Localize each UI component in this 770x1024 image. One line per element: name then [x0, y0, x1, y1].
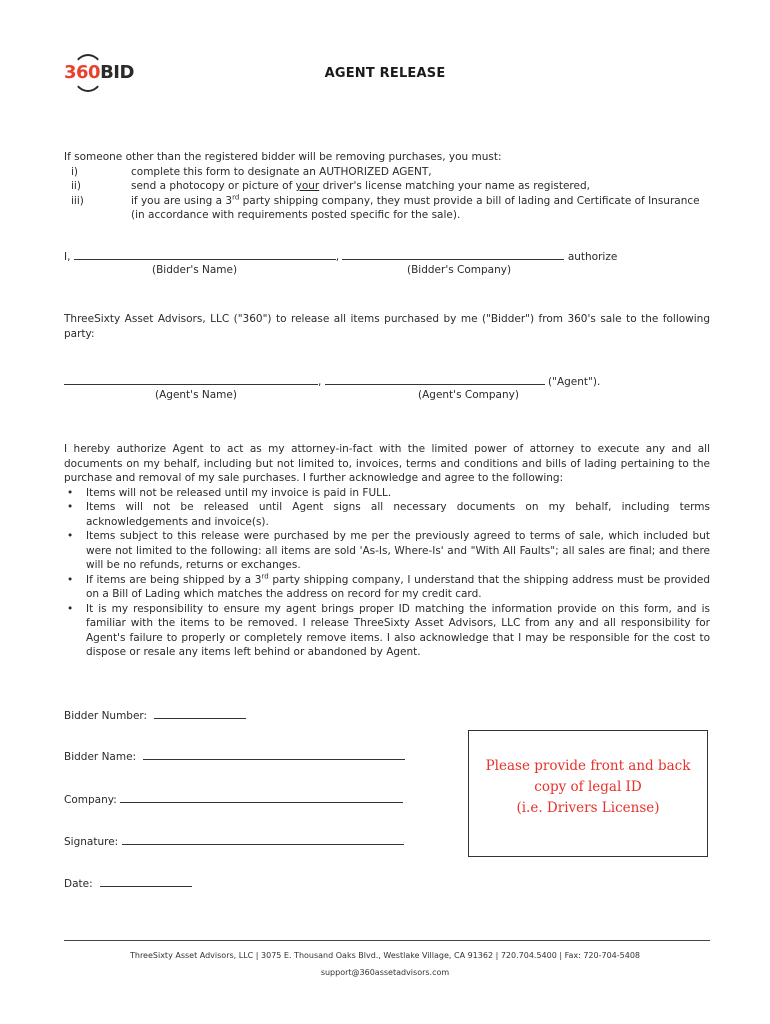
list-item: • If items are being shipped by a 3rd party shipping company, I understand that the shipping address must be provided on a Bill of Lading which matches the address on record for my credit card. [67, 572, 711, 600]
document-title: AGENT RELEASE [324, 66, 446, 81]
agent-name-caption: (Agent's Name) [155, 389, 237, 401]
bidder-company-field[interactable] [342, 249, 564, 260]
bidder-number-row: Bidder Number: [64, 708, 246, 722]
signature-row: Signature: [64, 834, 404, 848]
footer-address: ThreeSixty Asset Advisors, LLC | 3075 E. Thousand Oaks Blvd., Westlake Village, CA 91362 | 720.704.5400 | Fax: 720-704-5408 [129, 951, 641, 960]
bidder-number-field[interactable] [154, 708, 246, 719]
logo-text: 360BID [64, 62, 134, 83]
agent-line: , ("Agent"). [64, 374, 724, 390]
agent-company-caption: (Agent's Company) [418, 389, 519, 401]
list-item: • Items subject to this release were purchased by me per the previously agreed to terms of sale, which included but were not limited to the following: all items are sold 'As-Is, Where-Is' and "With All Faults"; all sales are final; and there will be no refunds, returns or exchanges. [67, 530, 710, 571]
date-row: Date: [64, 876, 192, 890]
authorize-paragraph: ThreeSixty Asset Advisors, LLC ("360") to release all items purchased by me ("Bidder") from 360's sale to the following party: [64, 313, 710, 340]
bidder-name-caption: (Bidder's Name) [152, 264, 238, 276]
date-input[interactable] [100, 876, 192, 887]
agent-name-field[interactable] [64, 374, 318, 385]
agent-company-field[interactable] [325, 374, 545, 385]
poa-paragraph: I hereby authorize Agent to act as my attorney-in-fact with the limited power of attorney to execute any and all documents on my behalf, including but not limited to, invoices, terms and conditions and bills of lading pertaining to the purchase and removal of my sale purchases. I further acknowledge and agree to the following: [64, 443, 710, 484]
bidder-name-input[interactable] [143, 749, 405, 760]
signature-input[interactable] [122, 834, 404, 845]
company-input[interactable] [120, 792, 403, 803]
id-notice-box: Please provide front and back copy of legal ID (i.e. Drivers License) [468, 730, 708, 857]
bidder-name-field[interactable] [74, 249, 336, 260]
list-item: • Items will not be released until my invoice is paid in FULL. [67, 486, 392, 499]
bidder-company-caption: (Bidder's Company) [407, 264, 512, 276]
intro-section [64, 150, 714, 223]
list-item: • It is my responsibility to ensure my agent brings proper ID matching the information provide on this form, and is familiar with the items to be removed. I release ThreeSixty Asset Advisors, LLC from any and all responsibility for Agent's failure to properly or completely remove items. I also acknowledge that I may be responsible for the cost to dispose or resale any items left behind or abandoned by Agent. [67, 602, 710, 658]
list-item: ii) send a photocopy or picture of your driver's license matching your name as registered, [71, 180, 590, 192]
footer-divider [64, 940, 710, 941]
bidder-line: I, , authorize [64, 251, 618, 263]
intro-lead: If someone other than the registered bidder will be removing purchases, you must: [64, 151, 502, 163]
list-item: iii) if you are using a 3rd party shipping company, they must provide a bill of lading and Certificate of Insurance (in accordance with requirements posted specific for the sale). [71, 193, 700, 221]
bidder-name-row: Bidder Name: [64, 749, 405, 763]
company-row: Company: [64, 792, 403, 806]
footer-email: support@360assetadvisors.com [320, 968, 450, 977]
list-item: i) complete this form to designate an AUTHORIZED AGENT, [71, 165, 432, 178]
list-item: • Items will not be released until Agent signs all necessary documents on my behalf, including terms acknowledgements and invoice(s). [67, 501, 710, 528]
power-of-attorney-section [64, 442, 710, 660]
